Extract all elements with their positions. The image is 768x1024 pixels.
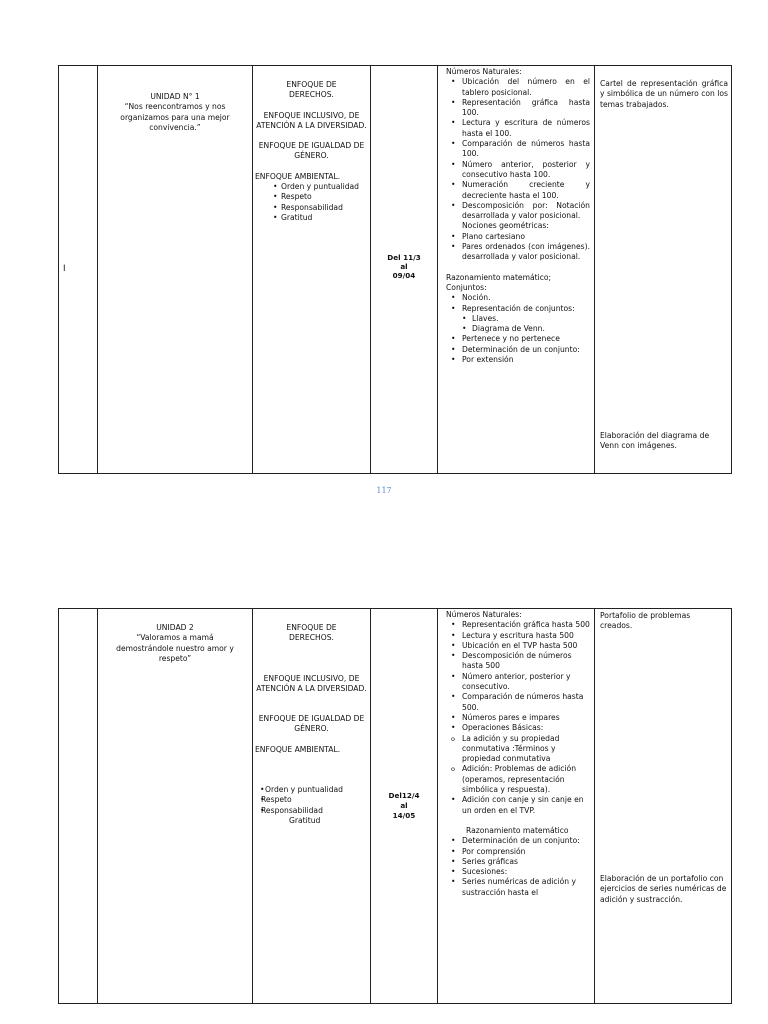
- unit-cell: [98, 609, 253, 1003]
- enfoque-ambiental: ENFOQUE AMBIENTAL.: [255, 171, 341, 181]
- content-cell: [438, 66, 595, 473]
- list-item: • Representación de conjuntos:: [446, 304, 590, 314]
- list-item: • Pertenece y no pertenece: [446, 334, 590, 344]
- unit-subtitle: “Valoramos a mamá demostrándole nuestro amor y respeto”: [116, 633, 234, 663]
- list-item: • Descomposición de números hasta 500: [446, 651, 590, 672]
- dates-cell: [371, 609, 438, 1003]
- list-item: • Orden y puntualidad: [255, 182, 368, 192]
- content-heading: Números Naturales:: [446, 610, 522, 619]
- period-cell: [59, 609, 98, 1003]
- enfoque-derechos: ENFOQUE DE DERECHOS.: [286, 623, 337, 643]
- enfoque-genero: ENFOQUE DE IGUALDAD DE GÉNERO.: [258, 141, 365, 161]
- reasoning-heading: Razonamiento matemático: [466, 825, 569, 835]
- unit1-table: [58, 65, 732, 474]
- list-item: • Lectura y escritura de números hasta el 100.: [446, 118, 590, 139]
- sets-sublist: [446, 314, 590, 335]
- value-gratitud: Gratitud: [289, 815, 321, 825]
- enfoque-derechos: ENFOQUE DE DERECHOS.: [286, 80, 337, 100]
- list-item: • Operaciones Básicas:: [446, 723, 590, 733]
- list-item: • Orden y puntualidad: [255, 785, 368, 795]
- list-item: o La adición y su propiedad conmutativa :Términos y propiedad conmutativa: [446, 734, 590, 765]
- list-item: • Determinación de un conjunto:: [446, 836, 590, 846]
- list-item: • Noción.: [446, 293, 590, 303]
- content-list: [446, 620, 590, 733]
- enfoques-cell: [253, 66, 371, 473]
- content-heading: Números Naturales:: [446, 67, 522, 76]
- list-item: • Ubicación del número en el tablero posicional.: [446, 77, 590, 98]
- list-item: • Diagrama de Venn.: [446, 324, 590, 334]
- list-item: • Número anterior, posterior y consecutivo.: [446, 672, 590, 693]
- unit-title: UNIDAD 2: [156, 623, 194, 632]
- enfoques-cell: [253, 609, 371, 1003]
- evidence-cell: [595, 609, 733, 1003]
- list-item: • Respeto: [255, 795, 368, 805]
- content-list-c: [446, 836, 590, 898]
- list-item: • Descomposición por: Notación desarrollada y valor posicional.: [446, 201, 590, 222]
- list-item: • Representación gráfica hasta 500: [446, 620, 590, 630]
- reasoning-heading: Razonamiento matemático;: [446, 272, 552, 282]
- list-item: • Comparación de números hasta 100.: [446, 139, 590, 160]
- operations-list: [446, 734, 590, 796]
- list-item: • Series gráficas: [446, 857, 590, 867]
- unit-title: UNIDAD N° 1: [150, 92, 200, 101]
- list-item: o Adición: Problemas de adición (operamos, representación simbólica y respuesta).: [446, 764, 590, 795]
- geometry-heading: Nociones geométricas:: [462, 221, 549, 231]
- unit2-table: [58, 608, 732, 1004]
- evidence-cell: [595, 66, 733, 473]
- date-separator: al: [400, 801, 408, 810]
- list-item: • Gratitud: [255, 213, 368, 223]
- values-list: [255, 182, 368, 223]
- list-item: • Por extensión: [446, 355, 590, 365]
- sets-list: [446, 293, 590, 314]
- content-list: [446, 77, 590, 221]
- list-item: • Responsabilidad: [255, 806, 368, 816]
- list-item: • Adición con canje y sin canje en un orden en el TVP.: [446, 795, 590, 816]
- list-item: • Ubicación en el TVP hasta 500: [446, 641, 590, 651]
- list-item: • Representación gráfica hasta 100.: [446, 98, 590, 119]
- evidence-bottom: Elaboración de un portafolio con ejercicios de series numéricas de adición y sustracción.: [600, 874, 727, 904]
- date-start: Del12/4: [388, 791, 420, 800]
- list-item: • Por comprensión: [446, 847, 590, 857]
- list-item: • Numeración creciente y decreciente hasta el 100.: [446, 180, 590, 201]
- date-start: Del 11/3: [387, 253, 421, 262]
- list-item: • Determinación de un conjunto:: [446, 345, 590, 355]
- values-list: [255, 785, 368, 816]
- list-item: • Números pares e impares: [446, 713, 590, 723]
- list-item: • Responsabilidad: [255, 203, 368, 213]
- list-item: • Plano cartesiano: [446, 232, 590, 242]
- enfoque-ambiental: ENFOQUE AMBIENTAL.: [255, 744, 341, 754]
- content-list-b: [446, 795, 590, 816]
- list-item: • Series numéricas de adición y sustracción hasta el: [446, 877, 590, 898]
- unit-subtitle: “Nos reencontramos y nos organizamos para una mejor convivencia.”: [120, 102, 230, 132]
- enfoque-genero: ENFOQUE DE IGUALDAD DE GÉNERO.: [258, 714, 365, 734]
- list-item: • Lectura y escritura hasta 500: [446, 631, 590, 641]
- date-separator: al: [400, 262, 408, 271]
- date-end: 14/05: [392, 811, 416, 820]
- sets-list-b: [446, 334, 590, 365]
- period-cell: [59, 66, 98, 473]
- list-item: • Pares ordenados (con imágenes). desarrollada y valor posicional.: [446, 242, 590, 263]
- list-item: • Llaves.: [446, 314, 590, 324]
- geometry-list: [446, 232, 590, 263]
- page-number: 117: [376, 486, 392, 495]
- dates-cell: [371, 66, 438, 473]
- enfoque-inclusivo: ENFOQUE INCLUSIVO, DE ATENCIÓN A LA DIVERSIDAD.: [256, 110, 367, 130]
- evidence-bottom: Elaboración del diagrama de Venn con imágenes.: [600, 431, 710, 451]
- date-end: 09/04: [392, 271, 416, 280]
- content-cell: [438, 609, 595, 1003]
- evidence-top: Cartel de representación gráfica y simbólica de un número con los temas trabajados.: [600, 79, 728, 109]
- list-item: • Sucesiones:: [446, 867, 590, 877]
- period-label: I: [63, 264, 66, 274]
- unit-cell: [98, 66, 253, 473]
- list-item: • Comparación de números hasta 500.: [446, 692, 590, 713]
- enfoque-inclusivo: ENFOQUE INCLUSIVO, DE ATENCIÓN A LA DIVERSIDAD.: [256, 673, 367, 693]
- list-item: • Respeto: [255, 192, 368, 202]
- evidence-top: Portafolio de problemas creados.: [600, 611, 691, 631]
- sets-heading: Conjuntos:: [446, 282, 487, 292]
- list-item: • Número anterior, posterior y consecutivo hasta 100.: [446, 160, 590, 181]
